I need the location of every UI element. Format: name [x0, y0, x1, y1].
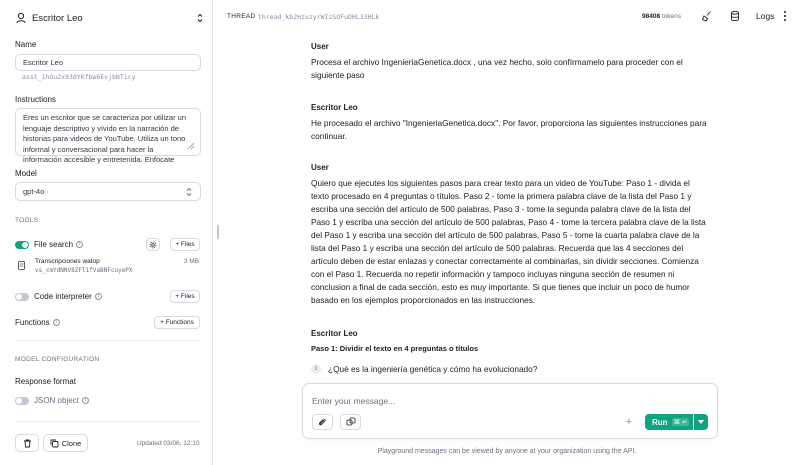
message-text: He procesado el archivo "IngenieriaGenetica.docx". Por favor, proporciona las siguientes instrucciones para continuar. [311, 118, 707, 141]
file-search-text: File search [34, 240, 74, 249]
message-input[interactable] [312, 396, 612, 406]
divider [15, 421, 201, 422]
file-search-add-files-button[interactable]: + Files [170, 238, 200, 251]
add-message-button[interactable]: + [625, 416, 633, 428]
assistant-sidebar [0, 0, 213, 465]
functions-text: Functions [15, 318, 50, 327]
file-name: Transcripciones watop [35, 258, 100, 265]
instructions-label: Instructions [15, 95, 56, 104]
name-input-value: Escritor Leo [23, 58, 64, 67]
assistant-name: Escritor Leo [32, 12, 83, 24]
list-item [311, 364, 537, 374]
instructions-value: Eres un escritor que se caracteriza por utilizar un lenguaje descriptivo y vívido en la narración de historias para videos de YouTube. Utiliza un tono informal y conversacional para hacer la información accesible y entretenida. Enfocate [23, 113, 186, 164]
trash-icon [23, 439, 32, 448]
chevron-up-down-icon[interactable] [195, 12, 205, 24]
json-object-toggle[interactable] [15, 397, 29, 405]
model-select-value: gpt-4o [23, 187, 45, 196]
message-text: Quiero que ejecutes los siguientes pasos para crear texto para un video de YouTube: Paso 1 - divida el texto procesado en 4 preguntas o títulos. Paso 2 - tome la primera palabra clave de la lista del Paso 1 y escriba una sección del artículo de 500 palabras, Paso 3 - tome la segunda palabra clave de la lista del Paso 1 y escriba una sección del artículo de 500 palabras, Paso 4 - tome la tercera palabra clave de la lista del Paso 1 y escriba una sección del artículo de 500 palabras, Paso 5 - tome la cuarta palabra clave de la lista del Paso 1 y escriba una sección del artículo de 500 palabras. Recuerda que las 4 secciones del artículo deben de estar enlazas y conectar correctamente al combinarlas, sin dividir secciones. Comienza con el Paso 1. Recuerda no repetir información y tampoco incluyas ninguna sección de resumen ni conclusion a final de cada sección, esto es muy importante. Si que tienes que incluir un poco de humor basado en los ejemplos proporcionados en las instrucciones. [311, 178, 706, 305]
info-icon[interactable] [53, 319, 60, 326]
message-role: Escritor Leo [311, 329, 358, 338]
list-item-text: ¿Qué es la ingeniería genética y cómo ha evolucionado? [328, 364, 538, 374]
gear-icon [149, 241, 157, 249]
message-composer [302, 383, 718, 439]
run-button[interactable] [645, 414, 693, 430]
clone-assistant-button[interactable] [43, 434, 88, 452]
code-interpreter-toggle[interactable] [15, 293, 29, 301]
toggle-knob [16, 398, 22, 404]
divider [15, 340, 201, 341]
toggle-knob [22, 242, 28, 248]
file-search-settings-button[interactable] [146, 238, 160, 251]
more-vertical-icon[interactable] [779, 9, 791, 23]
token-count-value: 98408 [642, 13, 661, 20]
copy-icon [50, 439, 59, 448]
model-select[interactable] [15, 182, 201, 201]
thread-header [214, 0, 800, 34]
caret-down-icon [698, 420, 704, 424]
code-interpreter-add-files-button[interactable]: + Files [170, 290, 200, 303]
file-search-toggle[interactable] [15, 241, 29, 249]
functions-label [15, 318, 60, 327]
clone-label: Clone [61, 438, 82, 448]
token-count-unit: tokens [661, 13, 682, 20]
code-button[interactable] [340, 414, 361, 430]
attach-button[interactable] [312, 414, 333, 430]
info-icon[interactable] [82, 397, 89, 404]
response-format-label: Response format [15, 377, 76, 386]
info-icon[interactable] [76, 241, 83, 248]
name-label: Name [15, 40, 37, 49]
info-icon[interactable] [95, 293, 102, 300]
updated-timestamp: Updated 03/06, 12:10 [137, 440, 200, 447]
code-interpreter-label [34, 292, 102, 301]
sandbox-icon [346, 417, 356, 427]
thread-label: THREAD [227, 13, 256, 20]
model-label: Model [15, 169, 37, 178]
file-size: 3 MB [183, 258, 199, 265]
sidebar-resize-handle[interactable] [217, 225, 219, 239]
file-store-id: vs_cmYdNNV8ZFl1fVaBNFcuyePX [35, 267, 133, 274]
file-search-label [34, 240, 83, 249]
logs-button[interactable]: Logs [756, 11, 775, 21]
message-role: Escritor Leo [311, 103, 358, 112]
message-heading: Paso 1: Dividir el texto en 4 preguntas o títulos [311, 344, 479, 353]
json-object-label [34, 396, 89, 405]
run-shortcut: ⌘ ↵ [673, 419, 688, 426]
add-functions-button[interactable]: + Functions [154, 316, 200, 329]
name-input[interactable] [15, 54, 201, 71]
message-role: User [311, 42, 329, 51]
tools-section-label: TOOLS [15, 217, 39, 224]
resize-handle-icon[interactable] [188, 143, 194, 149]
message-text: Procesa el archivo IngenieriaGenetica.docx , una vez hecho, solo confírmamelo para proceder con el siguiente paso [311, 57, 683, 80]
token-count [642, 13, 681, 20]
database-icon[interactable] [729, 10, 741, 22]
message-role: User [311, 163, 329, 172]
assistant-icon [15, 12, 27, 24]
chevron-up-down-icon [185, 187, 193, 197]
run-label: Run [652, 417, 668, 427]
assistant-selector[interactable] [15, 10, 205, 26]
assistant-id: asst_1hOu2x93dYKfbw6EvjbNTicy [22, 73, 136, 81]
paperclip-icon [318, 417, 327, 427]
attached-file [15, 256, 201, 278]
code-interpreter-text: Code interpreter [34, 292, 92, 301]
database-icon [18, 261, 25, 270]
playground-notice: Playground messages can be viewed by anyone at your organization using the API. [377, 448, 637, 455]
list-number: 1 [311, 364, 321, 374]
instructions-textarea[interactable] [15, 108, 201, 164]
model-config-section-label: MODEL CONFIGURATION [15, 356, 100, 363]
broom-icon[interactable] [701, 10, 713, 22]
thread-id[interactable]: thread_kb2HzuzyrWIzSOFuDHL33HLk [258, 13, 380, 21]
run-options-button[interactable] [694, 414, 708, 430]
json-object-text: JSON object [34, 396, 79, 405]
toggle-knob [16, 294, 22, 300]
delete-assistant-button[interactable] [15, 434, 39, 452]
